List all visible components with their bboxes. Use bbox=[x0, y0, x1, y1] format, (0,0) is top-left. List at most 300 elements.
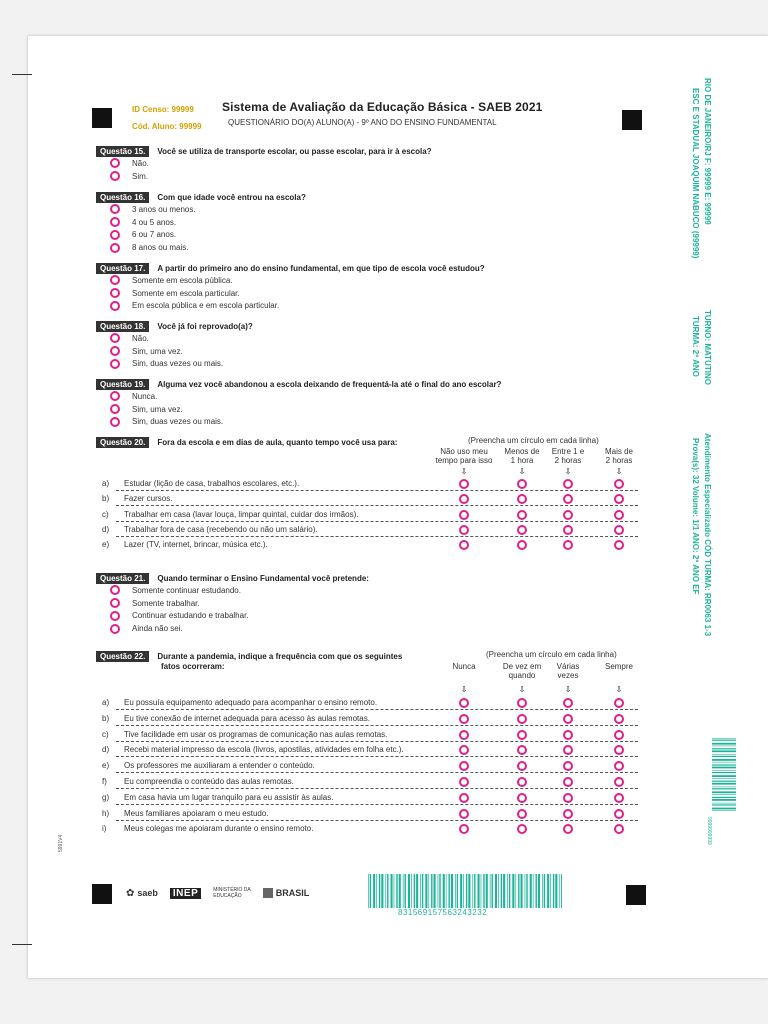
grid-column-header bbox=[584, 662, 654, 671]
barcode-number: 831569157563243232 bbox=[398, 908, 488, 917]
answer-bubble[interactable] bbox=[110, 301, 120, 311]
answer-bubble[interactable] bbox=[563, 730, 573, 740]
answer-bubble[interactable] bbox=[614, 809, 624, 819]
answer-bubble[interactable] bbox=[110, 217, 120, 227]
grid-row bbox=[96, 808, 638, 821]
row-divider bbox=[116, 788, 638, 789]
question-header bbox=[96, 320, 646, 332]
barcode-bar bbox=[712, 810, 736, 811]
barcode-bar bbox=[712, 756, 736, 757]
barcode-bar bbox=[394, 874, 395, 908]
answer-bubble[interactable] bbox=[563, 714, 573, 724]
row-letter: i) bbox=[102, 824, 107, 834]
barcode-bar bbox=[712, 794, 736, 795]
answer-bubble[interactable] bbox=[517, 510, 527, 520]
answer-bubble[interactable] bbox=[459, 745, 469, 755]
barcode-bar bbox=[712, 781, 736, 782]
barcode-bar bbox=[547, 874, 549, 908]
answer-option-label: Sim, uma vez. bbox=[132, 346, 183, 356]
answer-bubble[interactable] bbox=[517, 809, 527, 819]
answer-bubble[interactable] bbox=[459, 525, 469, 535]
answer-bubble[interactable] bbox=[563, 745, 573, 755]
answer-bubble[interactable] bbox=[459, 479, 469, 489]
barcode-bar bbox=[503, 874, 505, 908]
question-block bbox=[96, 191, 646, 254]
answer-bubble[interactable] bbox=[110, 158, 120, 168]
column-header-line: Entre 1 e bbox=[551, 447, 585, 456]
answer-bubble[interactable] bbox=[517, 777, 527, 787]
question-header bbox=[96, 191, 646, 203]
row-divider bbox=[116, 536, 638, 537]
column-header-line: Mais de bbox=[604, 447, 633, 456]
answer-bubble[interactable] bbox=[563, 479, 573, 489]
barcode-bar bbox=[712, 743, 736, 745]
barcode-bar bbox=[490, 874, 491, 908]
question-block bbox=[96, 262, 646, 312]
answer-option-label: Sim, duas vezes ou mais. bbox=[132, 417, 224, 427]
column-header-line: 1 hora bbox=[510, 456, 534, 465]
answer-option-label: Somente em escola particular. bbox=[132, 288, 240, 298]
barcode-bar bbox=[712, 797, 736, 798]
barcode-bar bbox=[518, 874, 519, 908]
down-arrow-icon: ⇩ bbox=[460, 685, 468, 694]
barcode-bar bbox=[446, 874, 447, 908]
barcode-bar bbox=[385, 874, 386, 908]
row-statement: Lazer (TV, internet, brincar, música etc.). bbox=[124, 540, 268, 550]
row-divider bbox=[116, 709, 638, 710]
form-code: 5991V4 bbox=[58, 834, 64, 852]
inep-logo: INEP bbox=[170, 888, 201, 899]
page-subtitle: QUESTIONÁRIO DO(A) ALUNO(A) - 9º ANO DO ENSINO FUNDAMENTAL bbox=[228, 118, 497, 127]
barcode-bar bbox=[370, 874, 371, 908]
row-statement: Eu possuía equipamento adequado para acompanhar o ensino remoto. bbox=[124, 698, 378, 707]
barcode-bar bbox=[478, 874, 480, 908]
grid-row bbox=[96, 760, 638, 773]
answer-option-label: Sim. bbox=[132, 171, 148, 181]
answer-bubble[interactable] bbox=[110, 404, 120, 414]
row-statement: Estudar (lição de casa, trabalhos escolares, etc.). bbox=[124, 479, 300, 488]
column-header-line: 2 horas bbox=[605, 456, 633, 465]
answer-bubble[interactable] bbox=[459, 824, 469, 834]
barcode-bar bbox=[712, 783, 736, 785]
answer-bubble[interactable] bbox=[459, 714, 469, 724]
row-letter: d) bbox=[102, 524, 110, 534]
grid-row bbox=[96, 823, 638, 836]
down-arrow-icon: ⇩ bbox=[460, 467, 468, 476]
answer-bubble[interactable] bbox=[110, 333, 120, 343]
barcode-bar bbox=[712, 762, 736, 763]
column-header-line: De vez em bbox=[502, 662, 542, 671]
barcode-bar bbox=[712, 803, 736, 804]
answer-bubble[interactable] bbox=[563, 698, 573, 708]
row-letter: e) bbox=[102, 540, 110, 550]
question-header bbox=[96, 262, 646, 274]
answer-option[interactable] bbox=[96, 416, 646, 429]
row-letter: g) bbox=[102, 792, 110, 802]
answer-option[interactable] bbox=[96, 358, 646, 371]
answer-option[interactable] bbox=[96, 241, 646, 254]
grid-row bbox=[96, 729, 638, 742]
barcode-bar bbox=[457, 874, 458, 908]
barcode-bar bbox=[542, 874, 543, 908]
answer-bubble[interactable] bbox=[110, 171, 120, 181]
answer-bubble[interactable] bbox=[517, 761, 527, 771]
question-block bbox=[96, 572, 646, 635]
answer-bubble[interactable] bbox=[459, 777, 469, 787]
barcode-bar bbox=[712, 772, 736, 773]
answer-option[interactable] bbox=[96, 229, 646, 242]
barcode-bar bbox=[492, 874, 493, 908]
answer-option-label: 8 anos ou mais. bbox=[132, 243, 189, 253]
barcode-bar bbox=[712, 770, 736, 771]
barcode-bar bbox=[533, 874, 534, 908]
footer-logos bbox=[126, 885, 309, 901]
saeb-logo: ✿ saeb bbox=[126, 887, 158, 899]
answer-bubble[interactable] bbox=[459, 698, 469, 708]
answer-bubble[interactable] bbox=[614, 479, 624, 489]
registration-mark bbox=[622, 110, 642, 130]
barcode-bar bbox=[544, 874, 545, 908]
page-title: Sistema de Avaliação da Educação Básica - SAEB 2021 bbox=[222, 100, 543, 114]
row-letter: c) bbox=[102, 729, 109, 739]
grid-row bbox=[96, 524, 638, 537]
down-arrow-icon: ⇩ bbox=[564, 467, 572, 476]
answer-option[interactable] bbox=[96, 345, 646, 358]
answer-bubble[interactable] bbox=[563, 540, 573, 550]
question-text: Com que idade você entrou na escola? bbox=[157, 192, 306, 202]
answer-bubble[interactable] bbox=[110, 275, 120, 285]
barcode-bar bbox=[561, 874, 562, 908]
barcode-bar bbox=[379, 874, 380, 908]
answer-bubble[interactable] bbox=[614, 698, 624, 708]
answer-bubble[interactable] bbox=[563, 777, 573, 787]
answer-bubble[interactable] bbox=[517, 540, 527, 550]
answer-option[interactable] bbox=[96, 216, 646, 229]
row-statement: Fazer cursos. bbox=[124, 494, 173, 504]
barcode-bar bbox=[498, 874, 499, 908]
row-letter: c) bbox=[102, 509, 109, 519]
answer-bubble[interactable] bbox=[459, 510, 469, 520]
answer-bubble[interactable] bbox=[614, 745, 624, 755]
grid-row bbox=[96, 509, 638, 522]
answer-bubble[interactable] bbox=[563, 510, 573, 520]
barcode-bar bbox=[712, 746, 736, 747]
row-letter: h) bbox=[102, 808, 110, 818]
barcode-bar bbox=[507, 874, 508, 908]
answer-bubble[interactable] bbox=[110, 598, 120, 608]
barcode-bar bbox=[455, 874, 456, 908]
barcode-bar bbox=[521, 874, 523, 908]
side-atendimento: Atendimento Especializado CÓD TURMA: RR0063 1-3 bbox=[703, 433, 712, 637]
barcode-bar bbox=[712, 788, 736, 789]
answer-option[interactable] bbox=[96, 203, 646, 216]
down-arrow-icon: ⇩ bbox=[615, 467, 623, 476]
column-header-line: Menos de bbox=[504, 447, 540, 456]
ministry-logo: MINISTÉRIO DA EDUCAÇÃO bbox=[213, 887, 251, 899]
barcode-bar bbox=[472, 874, 473, 908]
answer-bubble[interactable] bbox=[614, 540, 624, 550]
barcode-bar bbox=[403, 874, 404, 908]
row-divider bbox=[116, 521, 638, 522]
registration-mark bbox=[92, 108, 112, 128]
barcode-bar bbox=[468, 874, 470, 908]
answer-bubble[interactable] bbox=[563, 761, 573, 771]
answer-bubble[interactable] bbox=[459, 761, 469, 771]
answer-bubble[interactable] bbox=[110, 585, 120, 595]
grid-instruction: (Preencha um círculo em cada linha) bbox=[468, 436, 599, 445]
censo-id: ID Censo: 99999 bbox=[132, 105, 194, 114]
grid-row bbox=[96, 713, 638, 726]
answer-option[interactable] bbox=[96, 584, 646, 597]
barcode-bar bbox=[553, 874, 554, 908]
barcode-bar bbox=[712, 767, 736, 769]
answer-option-label: Em escola pública e em escola particular. bbox=[132, 301, 280, 311]
column-header-line: 2 horas bbox=[554, 456, 582, 465]
answer-option-label: Somente trabalhar. bbox=[132, 598, 200, 608]
answer-bubble[interactable] bbox=[110, 391, 120, 401]
row-statement: Em casa havia um lugar tranquilo para eu assistir às aulas. bbox=[124, 792, 334, 802]
barcode-bar bbox=[526, 874, 527, 908]
answer-bubble[interactable] bbox=[110, 611, 120, 621]
side-turno: TURNO: MATUTINO bbox=[703, 310, 712, 385]
row-divider bbox=[116, 741, 638, 742]
answer-option[interactable] bbox=[96, 300, 646, 313]
answer-bubble[interactable] bbox=[614, 494, 624, 504]
barcode-bar bbox=[463, 874, 464, 908]
question-number-badge: Questão 21. bbox=[96, 573, 149, 584]
answer-option-label: Continuar estudando e trabalhar. bbox=[132, 611, 249, 621]
row-divider bbox=[116, 505, 638, 506]
answer-option-label: 3 anos ou menos. bbox=[132, 204, 196, 214]
row-divider bbox=[116, 756, 638, 757]
barcode-bar bbox=[712, 804, 736, 805]
barcode-bar bbox=[428, 874, 429, 908]
row-letter: b) bbox=[102, 713, 110, 723]
answer-option-label: 4 ou 5 anos. bbox=[132, 217, 177, 227]
answer-bubble[interactable] bbox=[110, 204, 120, 214]
answer-bubble[interactable] bbox=[517, 714, 527, 724]
answer-bubble[interactable] bbox=[110, 243, 120, 253]
down-arrow-icon: ⇩ bbox=[615, 685, 623, 694]
row-statement: Meus colegas me apoiaram durante o ensino remoto. bbox=[124, 824, 314, 834]
answer-bubble[interactable] bbox=[563, 824, 573, 834]
answer-bubble[interactable] bbox=[517, 730, 527, 740]
barcode-bar bbox=[387, 874, 388, 908]
barcode-bar bbox=[368, 874, 369, 908]
question-number-badge: Questão 18. bbox=[96, 321, 149, 332]
answer-bubble[interactable] bbox=[517, 824, 527, 834]
column-header-line: Sempre bbox=[604, 662, 633, 671]
barcode-bar bbox=[449, 874, 450, 908]
barcode-bar bbox=[483, 874, 484, 908]
row-statement: Eu tive conexão de internet adequada para acesso às aulas remotas. bbox=[124, 713, 370, 723]
question-block bbox=[96, 145, 646, 183]
answer-bubble[interactable] bbox=[110, 230, 120, 240]
answer-bubble[interactable] bbox=[563, 494, 573, 504]
column-header-line: Não uso meu bbox=[440, 447, 488, 456]
barcode-bar bbox=[443, 874, 445, 908]
row-divider bbox=[116, 804, 638, 805]
barcode-bar bbox=[712, 775, 736, 777]
answer-bubble[interactable] bbox=[459, 809, 469, 819]
row-divider bbox=[116, 490, 638, 491]
row-statement: Tive facilidade em usar os programas de comunicação nas aulas remotas. bbox=[124, 729, 388, 739]
barcode-bar bbox=[712, 740, 736, 741]
barcode-bar bbox=[425, 874, 427, 908]
answer-bubble[interactable] bbox=[517, 494, 527, 504]
answer-option[interactable] bbox=[96, 332, 646, 345]
question-text: Quando terminar o Ensino Fundamental você pretende: bbox=[157, 573, 369, 583]
answer-bubble[interactable] bbox=[517, 698, 527, 708]
answer-option[interactable] bbox=[96, 274, 646, 287]
row-letter: d) bbox=[102, 745, 110, 755]
answer-bubble[interactable] bbox=[614, 510, 624, 520]
answer-bubble[interactable] bbox=[563, 525, 573, 535]
answer-bubble[interactable] bbox=[614, 525, 624, 535]
answer-option[interactable] bbox=[96, 287, 646, 300]
page-edge-mark bbox=[12, 74, 32, 75]
answer-bubble[interactable] bbox=[110, 288, 120, 298]
answer-option[interactable] bbox=[96, 170, 646, 183]
barcode-bar bbox=[439, 874, 440, 908]
barcode-bar bbox=[481, 874, 482, 908]
row-statement: Eu compreendia o conteúdo das aulas remotas. bbox=[124, 777, 294, 786]
barcode-bar bbox=[474, 874, 475, 908]
side-turma: TURMA: 2º ANO bbox=[691, 316, 700, 377]
header-ids bbox=[132, 101, 202, 135]
answer-option[interactable] bbox=[96, 390, 646, 403]
answer-bubble[interactable] bbox=[517, 793, 527, 803]
grid-row bbox=[96, 776, 638, 789]
answer-bubble[interactable] bbox=[459, 494, 469, 504]
barcode-bar bbox=[399, 874, 401, 908]
barcode-bar bbox=[509, 874, 510, 908]
side-location: RIO DE JANEIRO/RJ F: 99999 E: 99999 bbox=[703, 78, 712, 225]
barcode-bar bbox=[512, 874, 514, 908]
barcode-bar bbox=[373, 874, 375, 908]
down-arrow-icon: ⇩ bbox=[564, 685, 572, 694]
answer-option[interactable] bbox=[96, 597, 646, 610]
barcode-bar bbox=[434, 874, 436, 908]
barcode-bar bbox=[712, 750, 736, 752]
row-statement: Recebi material impresso da escola (livros, apostilas, atividades em folha etc.). bbox=[124, 745, 404, 755]
answer-bubble[interactable] bbox=[110, 417, 120, 427]
answer-bubble[interactable] bbox=[563, 793, 573, 803]
barcode-bar bbox=[408, 874, 410, 908]
question-text-continued: fatos ocorreram: bbox=[161, 662, 225, 671]
down-arrow-icon: ⇩ bbox=[518, 685, 526, 694]
grid-row bbox=[96, 478, 638, 491]
answer-bubble[interactable] bbox=[614, 824, 624, 834]
barcode-bar bbox=[422, 874, 423, 908]
question-header bbox=[96, 572, 646, 584]
saeb-mark-icon: ✿ bbox=[126, 887, 135, 899]
column-header-line: tempo para isso bbox=[435, 456, 493, 465]
grid-instruction: (Preencha um círculo em cada linha) bbox=[486, 650, 617, 659]
barcode-bar bbox=[712, 787, 736, 788]
barcode-bar bbox=[559, 874, 560, 908]
column-header-line: quando bbox=[508, 671, 536, 680]
answer-bubble[interactable] bbox=[110, 359, 120, 369]
barcode-bar bbox=[460, 874, 462, 908]
answer-bubble[interactable] bbox=[614, 730, 624, 740]
answer-option-label: Ainda não sei. bbox=[132, 624, 183, 634]
barcode-bar bbox=[414, 874, 415, 908]
answer-bubble[interactable] bbox=[614, 714, 624, 724]
answer-option[interactable] bbox=[96, 622, 646, 635]
answer-bubble[interactable] bbox=[110, 624, 120, 634]
answer-bubble[interactable] bbox=[614, 761, 624, 771]
answer-bubble[interactable] bbox=[517, 525, 527, 535]
column-header-line: Várias bbox=[556, 662, 580, 671]
answer-bubble[interactable] bbox=[563, 809, 573, 819]
question-number-badge: Questão 20. bbox=[96, 437, 149, 448]
barcode-bar bbox=[712, 759, 736, 761]
row-statement: Os professores me auxiliaram a entender o conteúdo. bbox=[124, 761, 315, 771]
answer-option[interactable] bbox=[96, 403, 646, 416]
side-barcode bbox=[712, 738, 736, 812]
answer-bubble[interactable] bbox=[110, 346, 120, 356]
barcode-bar bbox=[536, 874, 537, 908]
grid-row bbox=[96, 697, 638, 710]
barcode-bar bbox=[712, 791, 736, 793]
barcode-bar bbox=[376, 874, 377, 908]
answer-option-label: Sim, uma vez. bbox=[132, 404, 183, 414]
grid-row bbox=[96, 493, 638, 506]
answer-bubble[interactable] bbox=[517, 745, 527, 755]
answer-option-label: Nunca. bbox=[132, 391, 158, 401]
question-text: Fora da escola e em dias de aula, quanto tempo você usa para: bbox=[157, 437, 398, 447]
brasil-logo: BRASIL bbox=[263, 888, 310, 898]
answer-bubble[interactable] bbox=[614, 793, 624, 803]
answer-bubble[interactable] bbox=[459, 730, 469, 740]
answer-bubble[interactable] bbox=[459, 540, 469, 550]
side-barcode-caption: 9999999999 bbox=[706, 817, 712, 845]
grid-row bbox=[96, 792, 638, 805]
row-letter: f) bbox=[102, 777, 107, 786]
question-number-badge: Questão 16. bbox=[96, 192, 149, 203]
barcode-bar bbox=[530, 874, 532, 908]
row-divider bbox=[116, 820, 638, 821]
barcode-bar bbox=[712, 764, 736, 765]
row-statement: Trabalhar em casa (lavar louça, limpar quintal, cuidar dos irmãos). bbox=[124, 509, 359, 519]
barcode-bar bbox=[550, 874, 551, 908]
question-text: Alguma vez você abandonou a escola deixando de frequentá-la até o final do ano escolar? bbox=[157, 379, 502, 389]
row-letter: a) bbox=[102, 698, 110, 707]
side-prova: Prova(s): 32 Volume: 1/1 ANO: 2º ANO EF bbox=[691, 438, 700, 595]
barcode-bar bbox=[555, 874, 557, 908]
answer-option[interactable] bbox=[96, 610, 646, 623]
question-header bbox=[96, 378, 646, 390]
question-text: Você já foi reprovado(a)? bbox=[157, 321, 253, 331]
answer-option-label: Somente em escola pública. bbox=[132, 275, 233, 285]
question-number-badge: Questão 22. bbox=[96, 651, 149, 662]
row-divider bbox=[116, 772, 638, 773]
barcode-bar bbox=[405, 874, 406, 908]
barcode-bar bbox=[411, 874, 412, 908]
row-letter: b) bbox=[102, 494, 110, 504]
answer-option-label: 6 ou 7 anos. bbox=[132, 230, 177, 240]
grid-column-header bbox=[584, 447, 654, 465]
answer-bubble[interactable] bbox=[614, 777, 624, 787]
registration-mark bbox=[626, 885, 646, 905]
barcode-bar bbox=[495, 874, 497, 908]
aluno-code: Cód. Aluno: 99999 bbox=[132, 122, 202, 131]
answer-bubble[interactable] bbox=[517, 479, 527, 489]
barcode-bar bbox=[712, 778, 736, 779]
answer-bubble[interactable] bbox=[459, 793, 469, 803]
answer-option[interactable] bbox=[96, 157, 646, 170]
